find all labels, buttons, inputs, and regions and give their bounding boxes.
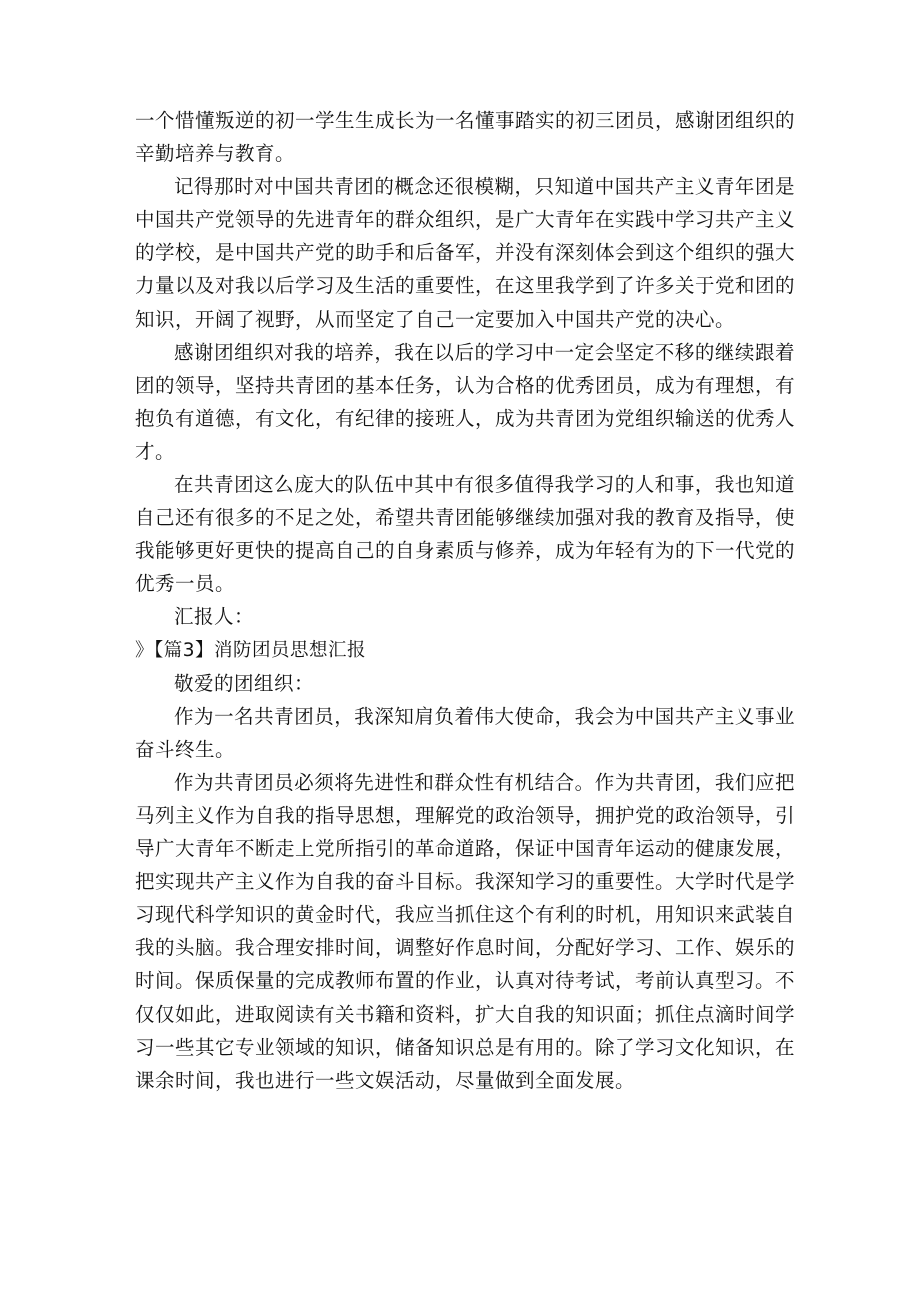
paragraph-mission: 作为一名共青团员，我深知肩负着伟大使命，我会为中国共产主义事业奋斗终生。 (135, 704, 795, 761)
paragraph-continuation: 一个惜懂叛逆的初一学生生成长为一名懂事踏实的初三团员，感谢团组织的辛勤培养与教育。 (135, 109, 796, 166)
paragraph-hope: 在共青团这么庞大的队伍中其中有很多值得我学习的人和事，我也知道自己还有很多的不足之处，希望共青团能够继续加强对我的教育及指导，使我能够更好更快的提高自己的自身素质与修养，成为年轻有为的下一代党的优秀一员。 (135, 473, 796, 596)
reporter-line: 汇报人： (174, 605, 255, 629)
section-heading: 》【篇3】消防团员思想汇报 (135, 639, 367, 661)
document-body (135, 104, 795, 1097)
paragraph-thanks: 感谢团组织对我的培养，我在以后的学习中一定会坚定不移的继续跟着团的领导，坚持共青团的基本任务，认为合格的优秀团员，成为有理想，有抱负有道德，有文化，有纪律的接班人，成为共青团为党组织输送的优秀人才。 (135, 340, 796, 463)
paragraph-study: 作为共青团员必须将先进性和群众性有机结合。作为共青团，我们应把马列主义作为自我的指导思想，理解党的政治领导，拥护党的政治领导，引导广大青年不断走上党所指引的革命道路，保证中国青年运动的健康发展，把实现共产主义作为自我的奋斗目标。我深知学习的重要性。大学时代是学习现代科学知识的黄金时代，我应当抓住这个有利的时机，用知识来武装自我的头脑。我合理安排时间，调整好作息时间，分配好学习、工作、娱乐的时间。保质保量的完成教师布置的作业，认真对待考试，考前认真型习。不仅仅如此，进取阅读有关书籍和资料，扩大自我的知识面；抓住点滴时间学习一些其它专业领域的知识，储备知识总是有用的。除了学习文化知识，在课余时间，我也进行一些文娱活动，尽量做到全面发展。 (135, 770, 796, 1092)
paragraph-youth-league-concept: 记得那时对中国共青团的概念还很模糊，只知道中国共产主义青年团是中国共产党领导的先进青年的群众组织，是广大青年在实践中学习共产主义的学校，是中国共产党的助手和后备军，并没有深刻体会到这个组织的强大力量以及对我以后学习及生活的重要性，在这里我学到了许多关于党和团的知识，开阔了视野，从而坚定了自己一定要加入中国共产党的决心。 (135, 175, 796, 331)
salutation: 敬爱的团组织： (174, 671, 315, 695)
